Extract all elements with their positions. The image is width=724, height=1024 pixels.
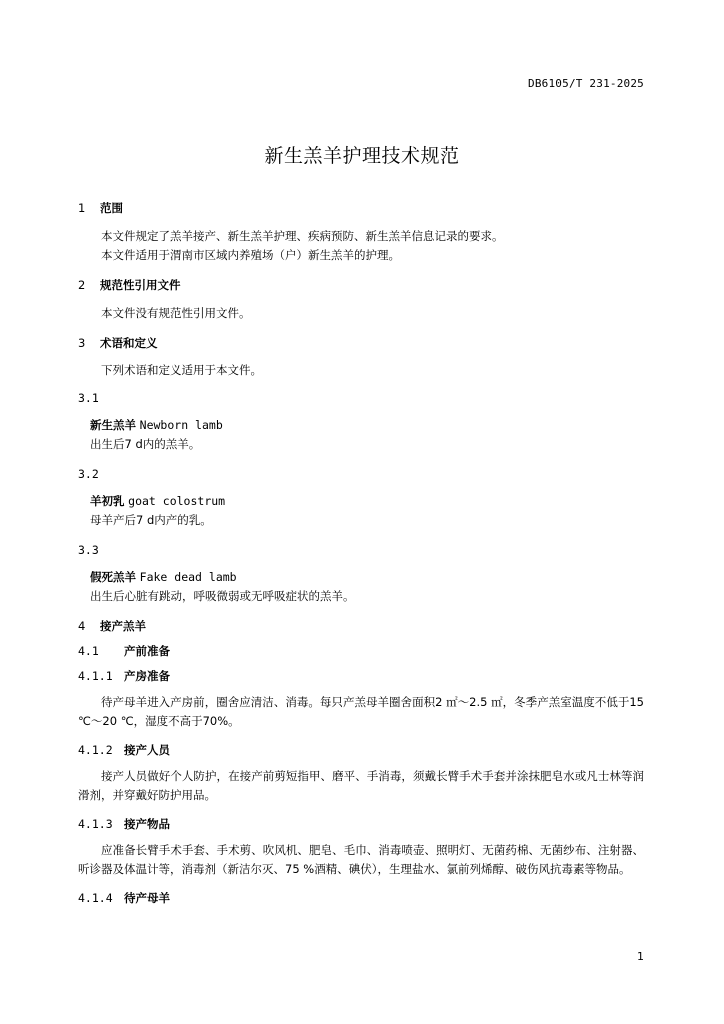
paragraph: 应准备长臂手术手套、手术剪、吹风机、肥皂、毛巾、消毒喷壶、照明灯、无菌药棉、无菌纱布、注射器、听诊器及体温计等，消毒剂（新洁尔灭、75 %酒精、碘伏），生理盐水、氯前列烯醇、破伤风抗毒素等物品。 <box>78 843 644 876</box>
subsection-title: 接产人员 <box>124 743 170 757</box>
section-4-heading <box>78 616 644 636</box>
subsection-title: 接产物品 <box>124 817 170 831</box>
section-title: 规范性引用文件 <box>100 278 181 292</box>
section-number: 2 <box>78 278 86 292</box>
term-entry <box>78 568 644 587</box>
section-2-heading <box>78 275 644 295</box>
section-1-heading <box>78 198 644 218</box>
term-entry <box>78 416 644 435</box>
subsection-title: 产房准备 <box>124 669 170 683</box>
standard-code: DB6105/T 231-2025 <box>528 77 644 90</box>
subsection-number: 4.1.4 <box>78 891 113 905</box>
term-entry <box>78 492 644 511</box>
term-name: 新生羔羊 <box>90 418 136 432</box>
subsection-number: 4.1.3 <box>78 817 113 831</box>
section-title: 范围 <box>100 201 123 215</box>
term-english: Fake dead lamb <box>139 570 237 584</box>
section-number: 4 <box>78 619 86 633</box>
section-title: 接产羔羊 <box>100 619 146 633</box>
term-english: goat colostrum <box>128 494 226 508</box>
term-name: 假死羔羊 <box>90 570 136 584</box>
paragraph: 本文件没有规范性引用文件。 <box>101 306 251 320</box>
paragraph: 接产人员做好个人防护，在接产前剪短指甲、磨平、手消毒，须戴长臂手术手套并涂抹肥皂水或凡士林等润滑剂，并穿戴好防护用品。 <box>78 769 644 802</box>
subsection-title: 待产母羊 <box>124 891 170 905</box>
subsection-4-1-heading <box>78 641 644 661</box>
term-definition: 出生后7 d内的羔羊。 <box>90 437 201 451</box>
page-number: 1 <box>637 950 644 963</box>
term-english: Newborn lamb <box>139 418 223 432</box>
term-number: 3.1 <box>78 391 99 405</box>
subsection-number: 4.1.1 <box>78 669 113 683</box>
term-number: 3.3 <box>78 543 99 557</box>
subsection-4-1-3-heading <box>78 814 644 834</box>
section-title: 术语和定义 <box>100 336 158 350</box>
paragraph: 待产母羊进入产房前，圈舍应清洁、消毒。每只产羔母羊圈舍面积2 ㎡～2.5 ㎡，冬季产羔室温度不低于15 ℃～20 ℃，湿度不高于70%。 <box>78 695 644 728</box>
term-definition: 出生后心脏有跳动，呼吸微弱或无呼吸症状的羔羊。 <box>90 589 355 603</box>
subsection-4-1-1-heading <box>78 666 644 686</box>
document-body <box>78 198 644 908</box>
subsection-number: 4.1 <box>78 644 99 658</box>
term-name: 羊初乳 <box>90 494 125 508</box>
section-number: 1 <box>78 201 86 215</box>
paragraph: 下列术语和定义适用于本文件。 <box>101 363 262 377</box>
document-title: 新生羔羊护理技术规范 <box>264 145 460 167</box>
section-3-heading <box>78 333 644 353</box>
term-definition: 母羊产后7 d内产的乳。 <box>90 513 212 527</box>
subsection-number: 4.1.2 <box>78 743 113 757</box>
subsection-4-1-2-heading <box>78 740 644 760</box>
subsection-title: 产前准备 <box>124 644 170 658</box>
paragraph: 本文件适用于渭南市区域内养殖场（户）新生羔羊的护理。 <box>101 248 400 262</box>
subsection-4-1-4-heading <box>78 888 644 908</box>
paragraph: 本文件规定了羔羊接产、新生羔羊护理、疾病预防、新生羔羊信息记录的要求。 <box>101 229 504 243</box>
term-number: 3.2 <box>78 467 99 481</box>
section-number: 3 <box>78 336 86 350</box>
